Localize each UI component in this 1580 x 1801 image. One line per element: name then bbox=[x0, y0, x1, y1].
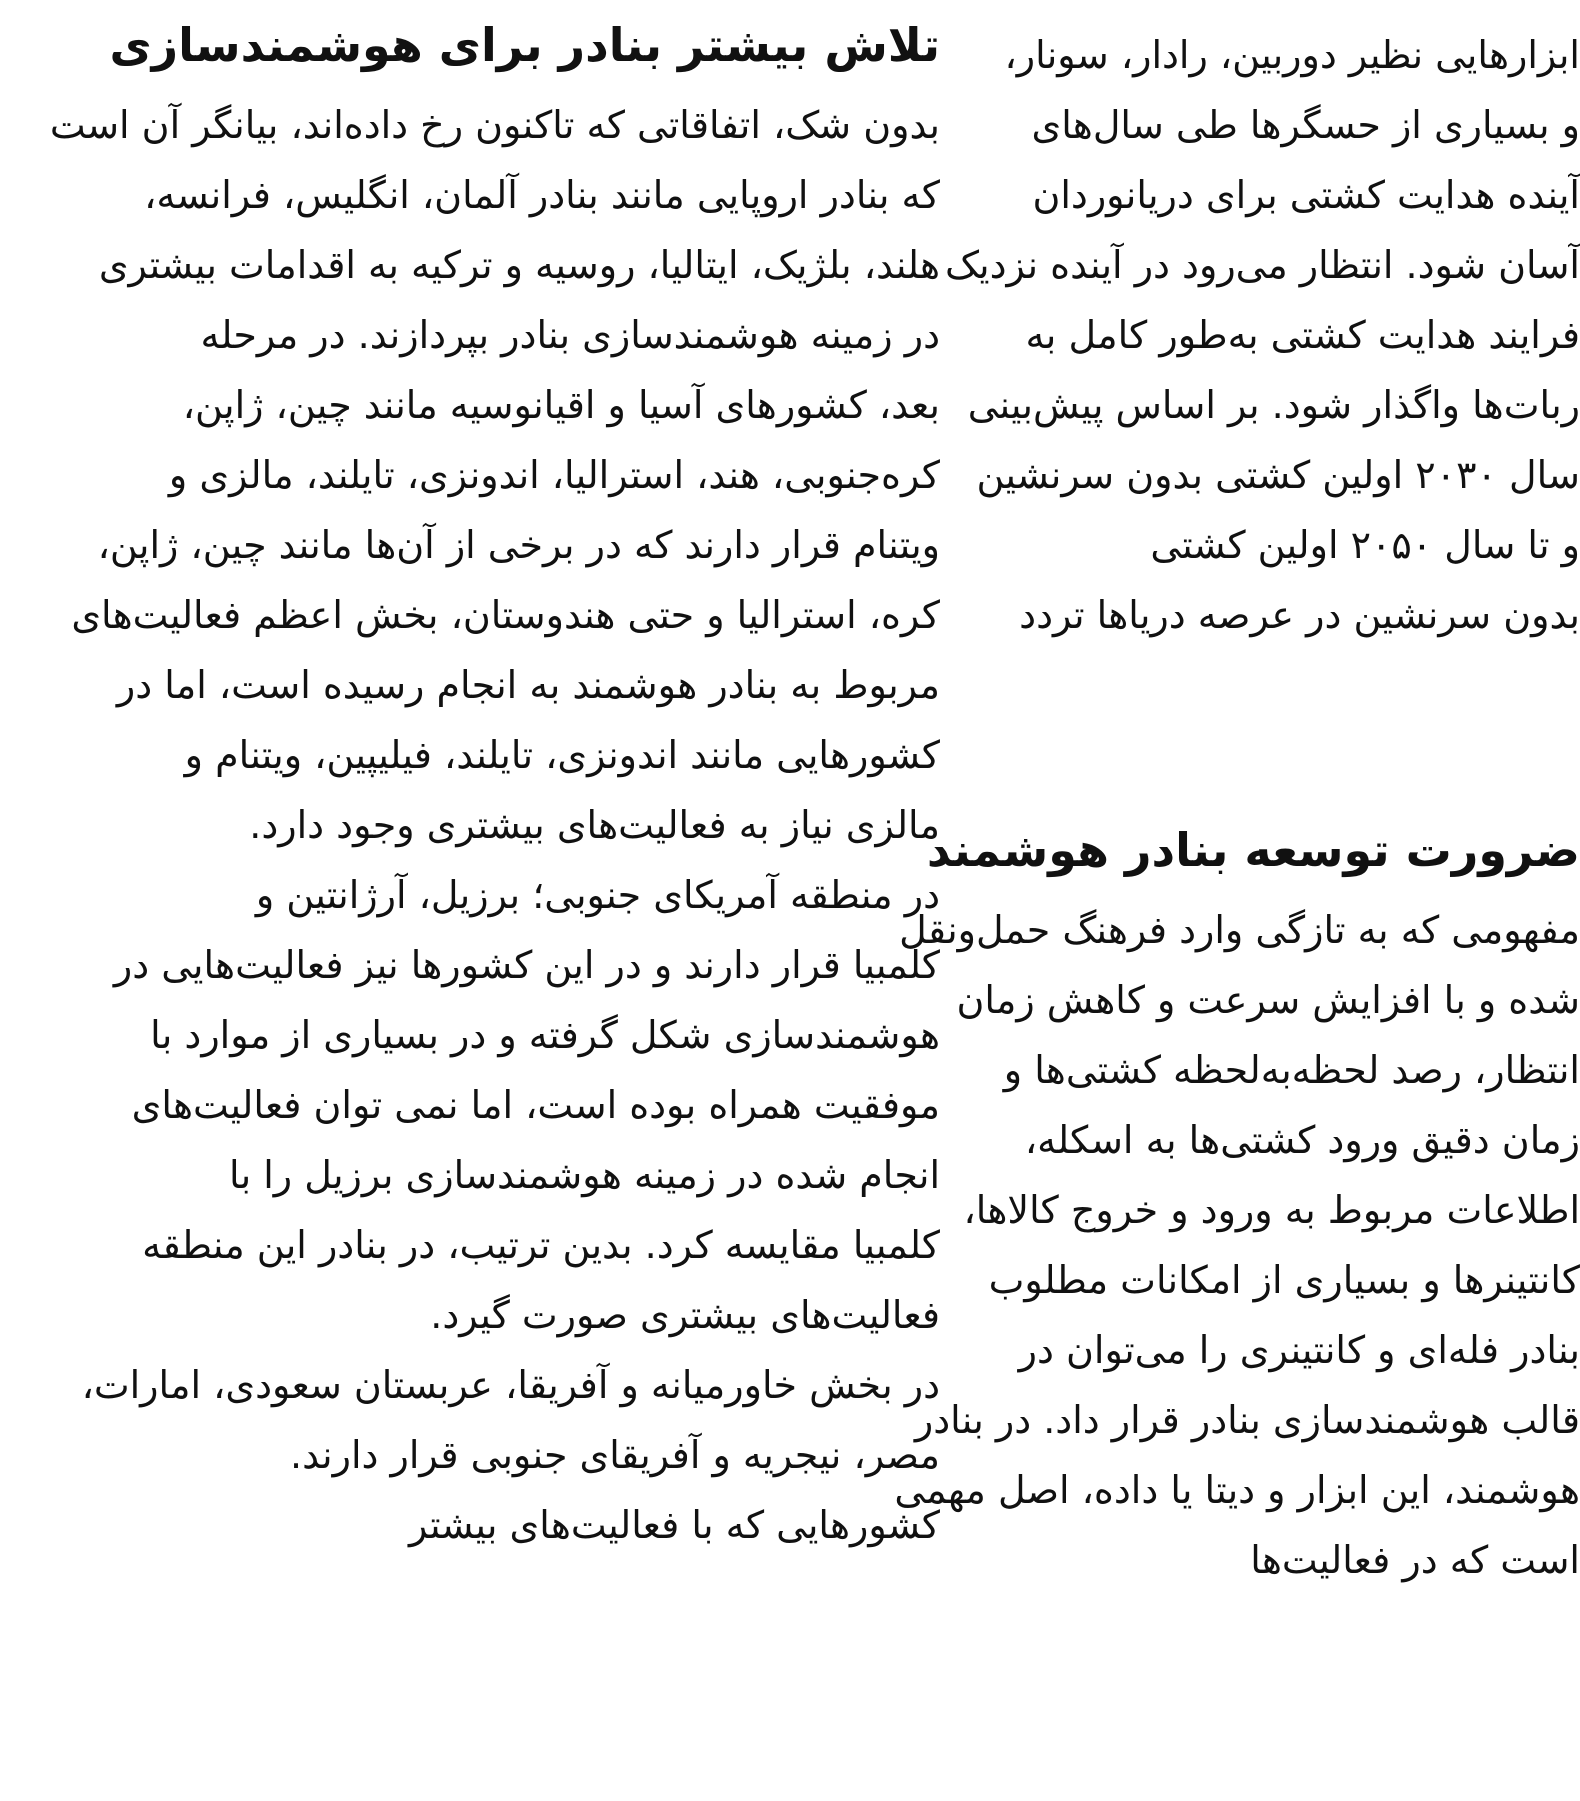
left-article-heading: تلاش بیشتر بنادر برای هوشمندسازی bbox=[109, 18, 940, 72]
text-line: فرایند هدایت کشتی به‌طور کامل به bbox=[1025, 313, 1580, 357]
text-line: هوشمندسازی شکل گرفته و در بسیاری از موارد با bbox=[150, 1013, 940, 1057]
text-line: انجام شده در زمینه هوشمندسازی برزیل را با bbox=[228, 1153, 940, 1197]
text-line: در زمینه هوشمندسازی بنادر بپردازند. در مرحله bbox=[200, 313, 940, 357]
text-line: سال ۲۰۳۰ اولین کشتی بدون سرنشین bbox=[976, 453, 1580, 497]
text-line: شده و با افزایش سرعت و کاهش زمان bbox=[956, 978, 1580, 1022]
text-line: هلند، بلژیک، ایتالیا، روسیه و ترکیه به اقدامات بیشتری bbox=[98, 243, 940, 287]
text-line: ویتنام قرار دارند که در برخی از آن‌ها مانند چین، ژاپن، bbox=[97, 523, 940, 567]
right-section-heading: ضرورت توسعه بنادر هوشمند bbox=[926, 823, 1580, 877]
text-line: فعالیت‌های بیشتری صورت گیرد. bbox=[430, 1293, 940, 1337]
text-line: کره، استرالیا و حتی هندوستان، بخش اعظم فعالیت‌های bbox=[71, 593, 940, 637]
text-line: در بخش خاورمیانه و آفریقا، عربستان سعودی، امارات، bbox=[81, 1363, 940, 1407]
text-line: ربات‌ها واگذار شود. بر اساس پیش‌بینی bbox=[967, 383, 1580, 427]
text-line: موفقیت همراه بوده است، اما نمی توان فعالیت‌های bbox=[131, 1083, 940, 1127]
text-line: کشورهایی مانند اندونزی، تایلند، فیلیپین، ویتنام و bbox=[184, 733, 940, 777]
text-line: زمان دقیق ورود کشتی‌ها به اسکله، bbox=[1024, 1118, 1580, 1162]
right-article-column bbox=[894, 0, 1580, 1595]
text-line: اطلاعات مربوط به ورود و خروج کالاها، bbox=[963, 1188, 1580, 1232]
text-line: بنادر فله‌ای و کانتینری را می‌توان در bbox=[1018, 1328, 1580, 1372]
text-line: قالب هوشمندسازی بنادر قرار داد. در بنادر bbox=[914, 1398, 1580, 1442]
text-line: بعد، کشورهای آسیا و اقیانوسیه مانند چین، ژاپن، bbox=[182, 383, 940, 427]
text-line: مصر، نیجریه و آفریقای جنوبی قرار دارند. bbox=[290, 1433, 940, 1477]
text-line: هوشمند، این ابزار و دیتا یا داده، اصل مهمی bbox=[894, 1468, 1580, 1512]
text-line: بدون سرنشین در عرصه دریاها تردد bbox=[1019, 593, 1580, 637]
text-line: کره‌جنوبی، هند، استرالیا، اندونزی، تایلند، مالزی و bbox=[168, 453, 940, 497]
text-line: کانتینرها و بسیاری از امکانات مطلوب bbox=[988, 1258, 1580, 1302]
column-gap bbox=[912, 650, 1500, 805]
text-line: که بنادر اروپایی مانند بنادر آلمان، انگلیس، فرانسه، bbox=[144, 173, 940, 217]
text-line: ابزارهایی نظیر دوربین، رادار، سونار، bbox=[1004, 33, 1580, 77]
text-line: آسان شود. انتظار می‌رود در آینده نزدیک bbox=[945, 243, 1580, 287]
text-line: و تا سال ۲۰۵۰ اولین کشتی bbox=[1150, 523, 1580, 567]
text-line: کشورهایی که با فعالیت‌های بیشتر bbox=[409, 1503, 940, 1547]
text-line: مفهومی که به تازگی وارد فرهنگ حمل‌ونقل bbox=[899, 908, 1580, 952]
text-line: مالزی نیاز به فعالیت‌های بیشتری وجود دارد. bbox=[249, 803, 940, 847]
text-line: است که در فعالیت‌ها bbox=[1250, 1538, 1580, 1582]
text-line: کلمبیا مقایسه کرد. بدین ترتیب، در بنادر این منطقه bbox=[142, 1223, 940, 1267]
text-line: بدون شک، اتفاقاتی که تاکنون رخ داده‌اند، بیانگر آن است bbox=[49, 103, 940, 147]
text-line: آینده هدایت کشتی برای دریانوردان bbox=[1032, 173, 1580, 217]
text-line: در منطقه آمریکای جنوبی؛ برزیل، آرژانتین و bbox=[255, 873, 940, 917]
text-line: مربوط به بنادر هوشمند به انجام رسیده است، اما در bbox=[116, 663, 940, 707]
text-line: و بسیاری از حسگرها طی سال‌های bbox=[1031, 103, 1580, 147]
text-line: کلمبیا قرار دارند و در این کشورها نیز فعالیت‌هایی در bbox=[113, 943, 940, 987]
text-line: انتظار، رصد لحظه‌به‌لحظه کشتی‌ها و bbox=[1003, 1048, 1580, 1092]
